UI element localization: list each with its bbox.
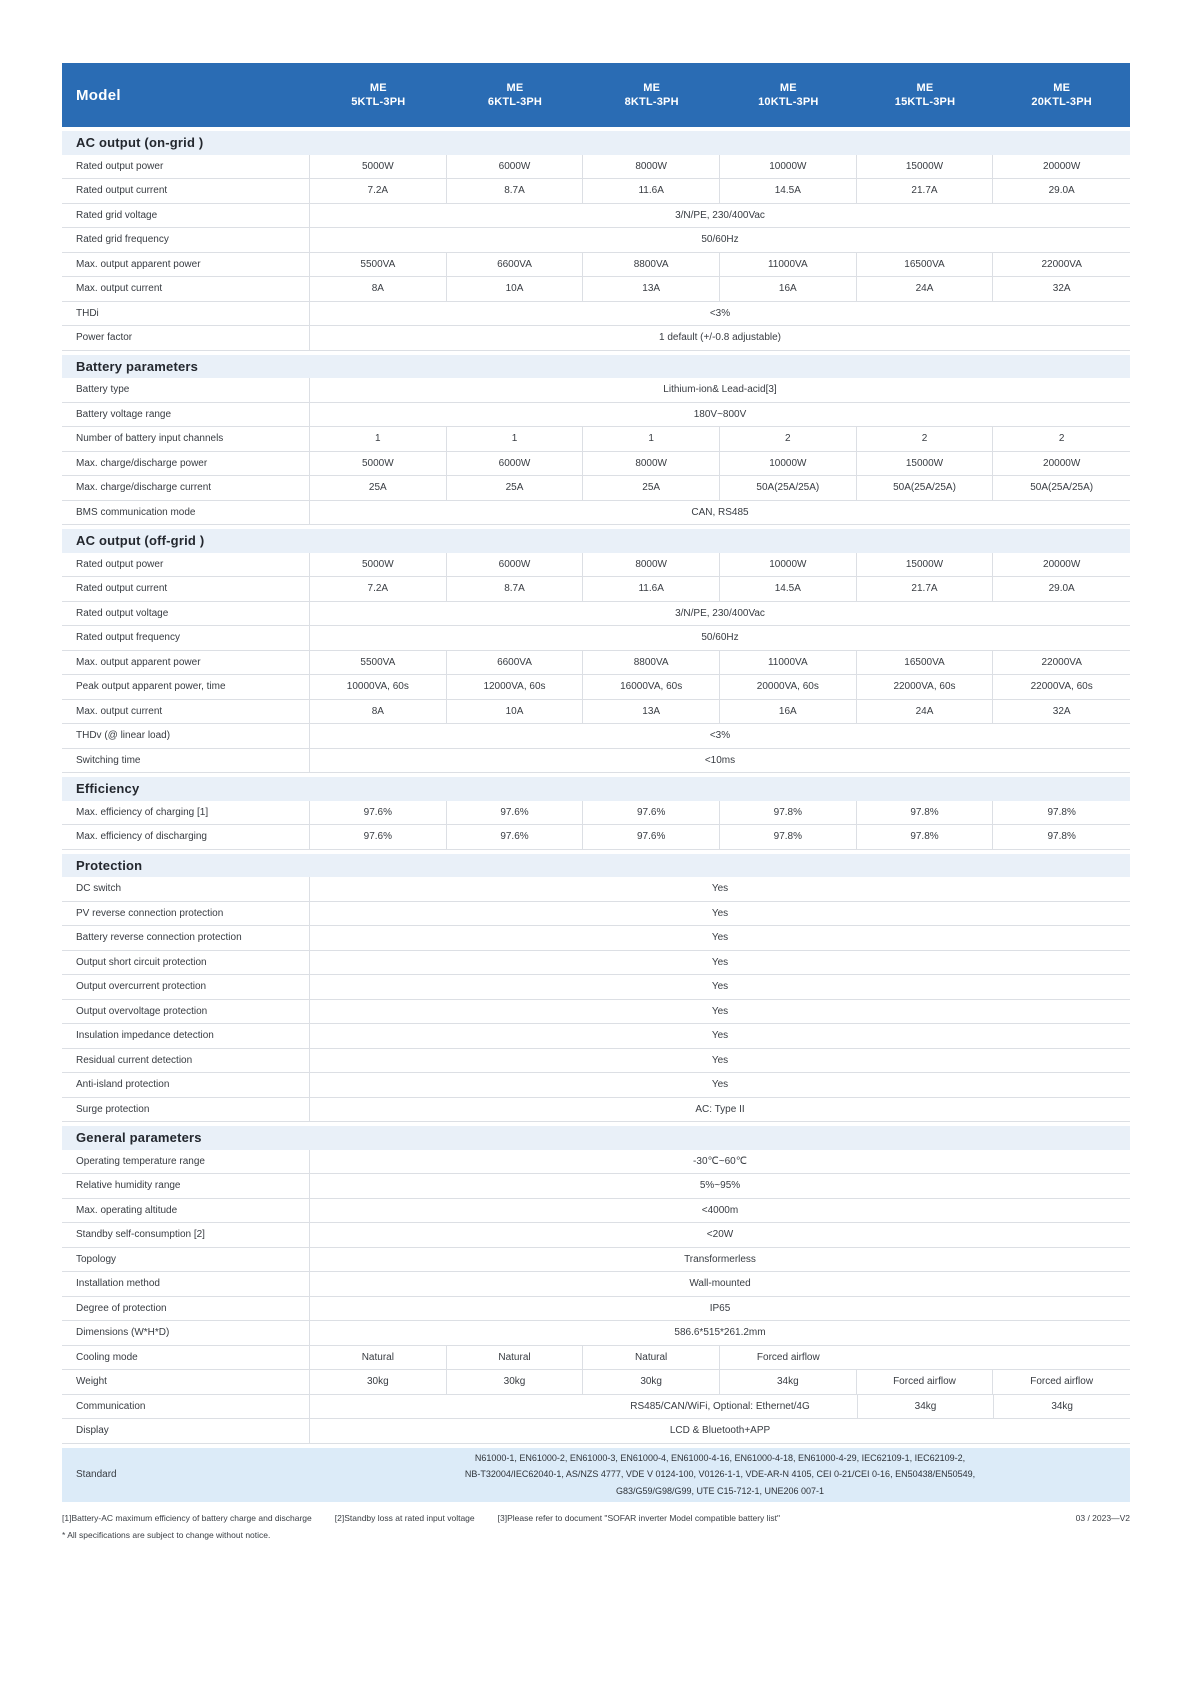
row-label: Peak output apparent power, time	[62, 675, 310, 699]
row-value: 3/N/PE, 230/400Vac	[675, 209, 765, 221]
row-value: 5000W	[310, 155, 447, 179]
row-value: 97.6%	[447, 825, 584, 849]
row-value: <10ms	[704, 754, 736, 766]
model-number: 8KTL-3PH	[624, 96, 679, 108]
row-value: 5000W	[310, 553, 447, 577]
row-value: 25A	[583, 476, 720, 500]
row-label: BMS communication mode	[62, 501, 310, 525]
row-value: 7.2A	[310, 577, 447, 601]
row-label: Rated output voltage	[62, 602, 310, 626]
row-label: Rated output power	[62, 155, 310, 179]
row-label: Insulation impedance detection	[62, 1024, 310, 1048]
row-value: 13A	[583, 700, 720, 724]
row-value: 11.6A	[583, 179, 720, 203]
row-label: Weight	[62, 1370, 310, 1394]
row-label: PV reverse connection protection	[62, 902, 310, 926]
row-value: Yes	[711, 981, 729, 993]
row-label: Battery type	[62, 378, 310, 402]
row-value: 8800VA	[583, 253, 720, 277]
row-value: 10A	[447, 700, 584, 724]
row-label: Rated output current	[62, 179, 310, 203]
model-number: 6KTL-3PH	[487, 96, 543, 108]
row-value: 16500VA	[857, 651, 994, 675]
row-value: LCD & Bluetooth+APP	[669, 1425, 771, 1437]
row-value: 97.6%	[310, 825, 447, 849]
spec-row	[62, 179, 1130, 204]
row-value: 24A	[857, 277, 994, 301]
model-header-cell: Model	[76, 86, 121, 104]
table-header	[62, 63, 1130, 127]
spec-row	[62, 1248, 1130, 1273]
row-label: Display	[62, 1419, 310, 1443]
row-value: 21.7A	[857, 179, 994, 203]
row-value: 8A	[310, 700, 447, 724]
spec-row	[62, 326, 1130, 351]
standard-label: Standard	[76, 1469, 117, 1480]
row-value: 2	[857, 427, 994, 451]
spec-row	[62, 1098, 1130, 1123]
row-label: Cooling mode	[62, 1346, 310, 1370]
row-value: 6000W	[447, 452, 584, 476]
spec-row	[62, 302, 1130, 327]
row-value: 25A	[447, 476, 584, 500]
row-value: 11.6A	[583, 577, 720, 601]
row-value: <3%	[709, 307, 731, 319]
model-number: 10KTL-3PH	[758, 96, 819, 108]
row-value: 22000VA, 60s	[857, 675, 994, 699]
row-value: 97.6%	[310, 801, 447, 825]
spec-row	[62, 1370, 1130, 1395]
row-value: Forced airflow	[756, 1351, 820, 1363]
row-value: Lithium-ion& Lead-acid[3]	[663, 384, 777, 396]
row-value: 11000VA	[720, 651, 857, 675]
row-label: Max. efficiency of discharging	[62, 825, 310, 849]
spec-row	[62, 749, 1130, 774]
spec-row	[62, 553, 1130, 578]
row-value: 50A(25A/25A)	[857, 476, 994, 500]
section-header: General parameters	[62, 1126, 1130, 1150]
row-label: Dimensions (W*H*D)	[62, 1321, 310, 1345]
spec-row	[62, 228, 1130, 253]
row-label: Max. output current	[62, 277, 310, 301]
row-value: Yes	[711, 907, 729, 919]
row-value: 24A	[857, 700, 994, 724]
spec-row	[62, 626, 1130, 651]
row-value: 29.0A	[1048, 583, 1075, 595]
row-value: Forced airflow	[1030, 1376, 1094, 1388]
spec-row	[62, 1024, 1130, 1049]
row-label: Relative humidity range	[62, 1174, 310, 1198]
row-value: 5500VA	[310, 253, 447, 277]
row-label: Output overvoltage protection	[62, 1000, 310, 1024]
row-label: Max. efficiency of charging [1]	[62, 801, 310, 825]
model-number: 15KTL-3PH	[894, 96, 956, 108]
model-series: ME	[916, 82, 934, 94]
row-value: 20000VA, 60s	[720, 675, 857, 699]
spec-row	[62, 1174, 1130, 1199]
row-value: 11000VA	[720, 253, 857, 277]
row-label: Max. charge/discharge power	[62, 452, 310, 476]
row-value: RS485/CAN/WiFi, Optional: Ethernet/4G	[630, 1400, 810, 1412]
row-value: IP65	[709, 1302, 731, 1314]
row-value: 13A	[583, 277, 720, 301]
spec-row	[62, 1073, 1130, 1098]
row-value: 29.0A	[1048, 185, 1075, 197]
row-value: Yes	[711, 956, 729, 968]
row-value: 1	[447, 427, 584, 451]
row-label: Rated grid voltage	[62, 204, 310, 228]
spec-row	[62, 204, 1130, 229]
model-column-header	[720, 81, 857, 109]
model-number: 20KTL-3PH	[1031, 96, 1092, 108]
row-value: 8000W	[583, 155, 720, 179]
row-label: Switching time	[62, 749, 310, 773]
row-value: 8.7A	[447, 577, 584, 601]
row-label: Operating temperature range	[62, 1150, 310, 1174]
row-value: 15000W	[857, 155, 994, 179]
row-value: <20W	[706, 1229, 734, 1241]
row-value: 10000W	[720, 553, 857, 577]
row-value: 6600VA	[447, 253, 584, 277]
row-value: 8800VA	[583, 651, 720, 675]
spec-row	[62, 155, 1130, 180]
spec-row	[62, 1321, 1130, 1346]
model-column-header	[310, 81, 447, 109]
row-value: 6000W	[447, 155, 584, 179]
section-header: Protection	[62, 854, 1130, 878]
spec-row	[62, 724, 1130, 749]
spec-row	[62, 501, 1130, 526]
row-label: Communication	[62, 1395, 310, 1419]
row-value: 97.8%	[720, 801, 857, 825]
standard-line: N61000-1, EN61000-2, EN61000-3, EN61000-4, EN61000-4-16, EN61000-4-18, EN61000-4-29, IEC62109-1, IEC62109-2,	[474, 1452, 966, 1463]
spec-row	[62, 975, 1130, 1000]
row-value: AC: Type II	[695, 1103, 745, 1115]
row-value: 14.5A	[720, 577, 857, 601]
row-value: 5%~95%	[699, 1180, 741, 1192]
row-value: 20000W	[1043, 160, 1081, 172]
row-value: 8000W	[583, 452, 720, 476]
row-value: <3%	[709, 730, 731, 742]
row-value: Yes	[711, 883, 729, 895]
model-column-header	[993, 81, 1130, 109]
row-value: 10000VA, 60s	[310, 675, 447, 699]
spec-row	[62, 651, 1130, 676]
row-value: 16A	[720, 277, 857, 301]
row-value: 32A	[1052, 705, 1071, 717]
row-label: Battery voltage range	[62, 403, 310, 427]
section-header: Battery parameters	[62, 355, 1130, 379]
footnote-3: [3]Please refer to document "SOFAR inverter Model compatible battery list"	[497, 1512, 781, 1523]
row-value: 16A	[720, 700, 857, 724]
spec-row	[62, 951, 1130, 976]
row-value: 20000W	[1043, 558, 1081, 570]
row-value: 8A	[310, 277, 447, 301]
row-value: 50/60Hz	[701, 234, 739, 246]
spec-row	[62, 427, 1130, 452]
row-label: Power factor	[62, 326, 310, 350]
spec-row	[62, 1297, 1130, 1322]
row-value: 10000W	[720, 155, 857, 179]
row-value: 30kg	[310, 1370, 447, 1394]
row-label: DC switch	[62, 877, 310, 901]
spec-row	[62, 1000, 1130, 1025]
row-value: 22000VA	[1041, 656, 1082, 668]
standard-row	[62, 1448, 1130, 1502]
row-value: 180V~800V	[693, 408, 747, 420]
spec-row	[62, 1049, 1130, 1074]
model-series: ME	[506, 82, 524, 94]
section-header: AC output (on-grid )	[62, 131, 1130, 155]
spec-row	[62, 801, 1130, 826]
row-value: 30kg	[583, 1370, 720, 1394]
model-column-header	[447, 81, 584, 109]
disclaimer-note: * All specifications are subject to change without notice.	[62, 1529, 271, 1540]
row-value: Natural	[583, 1346, 720, 1370]
row-value: 97.6%	[447, 801, 584, 825]
row-value: Forced airflow	[857, 1370, 994, 1394]
row-value: 3/N/PE, 230/400Vac	[675, 607, 765, 619]
spec-row	[62, 602, 1130, 627]
row-value: CAN, RS485	[691, 506, 749, 518]
spec-row	[62, 1150, 1130, 1175]
spec-row	[62, 1199, 1130, 1224]
spec-row	[62, 675, 1130, 700]
row-value: 5500VA	[310, 651, 447, 675]
row-value: 50/60Hz	[701, 632, 739, 644]
row-label: Installation method	[62, 1272, 310, 1296]
row-label: Max. output apparent power	[62, 651, 310, 675]
section-header: Efficiency	[62, 777, 1130, 801]
spec-row	[62, 877, 1130, 902]
spec-row	[62, 825, 1130, 850]
row-value: 15000W	[857, 553, 994, 577]
model-column-header	[857, 81, 994, 109]
row-label: Rated output current	[62, 577, 310, 601]
spec-row	[62, 253, 1130, 278]
row-value: 1	[583, 427, 720, 451]
row-value: 22000VA, 60s	[1030, 681, 1093, 693]
row-label: Residual current detection	[62, 1049, 310, 1073]
spec-row	[62, 700, 1130, 725]
row-value: Natural	[310, 1346, 447, 1370]
footnote-2: [2]Standby loss at rated input voltage	[334, 1512, 475, 1523]
row-label: Number of battery input channels	[62, 427, 310, 451]
spec-row	[62, 577, 1130, 602]
row-value: Yes	[711, 932, 729, 944]
row-value: 34kg	[720, 1370, 857, 1394]
row-value-overlay: 34kg	[993, 1395, 1130, 1419]
row-value: 2	[1058, 433, 1065, 445]
footnotes	[62, 1513, 1130, 1523]
standard-value	[310, 1450, 1130, 1500]
model-series: ME	[779, 82, 797, 94]
row-value: 97.6%	[583, 801, 720, 825]
row-value: -30℃~60℃	[693, 1155, 747, 1167]
section-header: AC output (off-grid )	[62, 529, 1130, 553]
spec-row	[62, 926, 1130, 951]
row-value: 97.8%	[1047, 806, 1076, 818]
row-value: 32A	[1052, 283, 1071, 295]
row-label: Rated grid frequency	[62, 228, 310, 252]
row-label: Topology	[62, 1248, 310, 1272]
spec-row	[62, 1395, 1130, 1420]
row-value: 15000W	[857, 452, 994, 476]
row-value: 97.8%	[720, 825, 857, 849]
row-value: 14.5A	[720, 179, 857, 203]
row-value: 586.6*515*261.2mm	[674, 1327, 766, 1339]
row-value: 10000W	[720, 452, 857, 476]
spec-row	[62, 1346, 1130, 1371]
row-label: Rated output power	[62, 553, 310, 577]
row-label: Output short circuit protection	[62, 951, 310, 975]
footnote-1: [1]Battery-AC maximum efficiency of battery charge and discharge	[62, 1512, 312, 1523]
row-label: Rated output frequency	[62, 626, 310, 650]
spec-row	[62, 452, 1130, 477]
row-value: 6000W	[447, 553, 584, 577]
row-label: Max. operating altitude	[62, 1199, 310, 1223]
spec-table-body	[62, 131, 1130, 1444]
row-value: 50A(25A/25A)	[1030, 482, 1094, 494]
standard-line: G83/G59/G98/G99, UTE C15-712-1, UNE206 007-1	[615, 1485, 825, 1496]
row-value: 12000VA, 60s	[447, 675, 584, 699]
model-column-header	[583, 81, 720, 109]
spec-row	[62, 1223, 1130, 1248]
spec-row	[62, 277, 1130, 302]
row-label: THDi	[62, 302, 310, 326]
row-value: 7.2A	[310, 179, 447, 203]
document-version: 03 / 2023—V2	[1075, 1512, 1130, 1523]
row-value: Wall-mounted	[689, 1278, 751, 1290]
row-value: 20000W	[1043, 457, 1081, 469]
row-label: Max. output current	[62, 700, 310, 724]
row-label: Battery reverse connection protection	[62, 926, 310, 950]
row-value: 97.8%	[857, 825, 994, 849]
row-value: 10A	[447, 277, 584, 301]
row-label: Degree of protection	[62, 1297, 310, 1321]
spec-row	[62, 1272, 1130, 1297]
row-value: 22000VA	[1041, 258, 1082, 270]
empty-cell	[857, 1346, 1130, 1370]
model-number: 5KTL-3PH	[351, 96, 406, 108]
row-value: 97.8%	[857, 801, 994, 825]
row-label: Anti-island protection	[62, 1073, 310, 1097]
spec-row	[62, 378, 1130, 403]
model-series: ME	[1053, 82, 1071, 94]
spec-row	[62, 476, 1130, 501]
model-series: ME	[369, 82, 387, 94]
row-label: Surge protection	[62, 1098, 310, 1122]
model-series: ME	[643, 82, 661, 94]
row-value: 16000VA, 60s	[583, 675, 720, 699]
row-label: Standby self-consumption [2]	[62, 1223, 310, 1247]
row-value: Transformerless	[684, 1253, 756, 1265]
row-value: 1	[310, 427, 447, 451]
row-value: 30kg	[447, 1370, 584, 1394]
row-value: 1 default (+/-0.8 adjustable)	[658, 332, 782, 344]
row-value: 8000W	[583, 553, 720, 577]
row-value: Yes	[711, 1030, 729, 1042]
row-value: Yes	[711, 1079, 729, 1091]
row-label: Output overcurrent protection	[62, 975, 310, 999]
row-value: 25A	[310, 476, 447, 500]
row-value: 2	[720, 427, 857, 451]
row-label: Max. charge/discharge current	[62, 476, 310, 500]
row-value: 97.8%	[1047, 831, 1076, 843]
row-value: 6600VA	[447, 651, 584, 675]
row-label: Max. output apparent power	[62, 253, 310, 277]
row-value: 5000W	[310, 452, 447, 476]
spec-row	[62, 1419, 1130, 1444]
standard-line: NB-T32004/IEC62040-1, AS/NZS 4777, VDE V 0124-100, V0126-1-1, VDE-AR-N 4105, CEI 0-21/CEI 0-16, EN50438/EN50549,	[464, 1469, 976, 1480]
row-value: 21.7A	[857, 577, 994, 601]
row-value-overlay: 34kg	[857, 1395, 994, 1419]
row-value: <4000m	[701, 1204, 739, 1216]
row-value: Yes	[711, 1005, 729, 1017]
spec-row	[62, 403, 1130, 428]
row-value: 50A(25A/25A)	[720, 476, 857, 500]
row-value: 97.6%	[583, 825, 720, 849]
row-value: Natural	[447, 1346, 584, 1370]
row-value: 8.7A	[447, 179, 584, 203]
spec-row	[62, 902, 1130, 927]
row-value: Yes	[711, 1054, 729, 1066]
spec-sheet	[62, 63, 1130, 1502]
row-label: THDv (@ linear load)	[62, 724, 310, 748]
row-value: 16500VA	[857, 253, 994, 277]
